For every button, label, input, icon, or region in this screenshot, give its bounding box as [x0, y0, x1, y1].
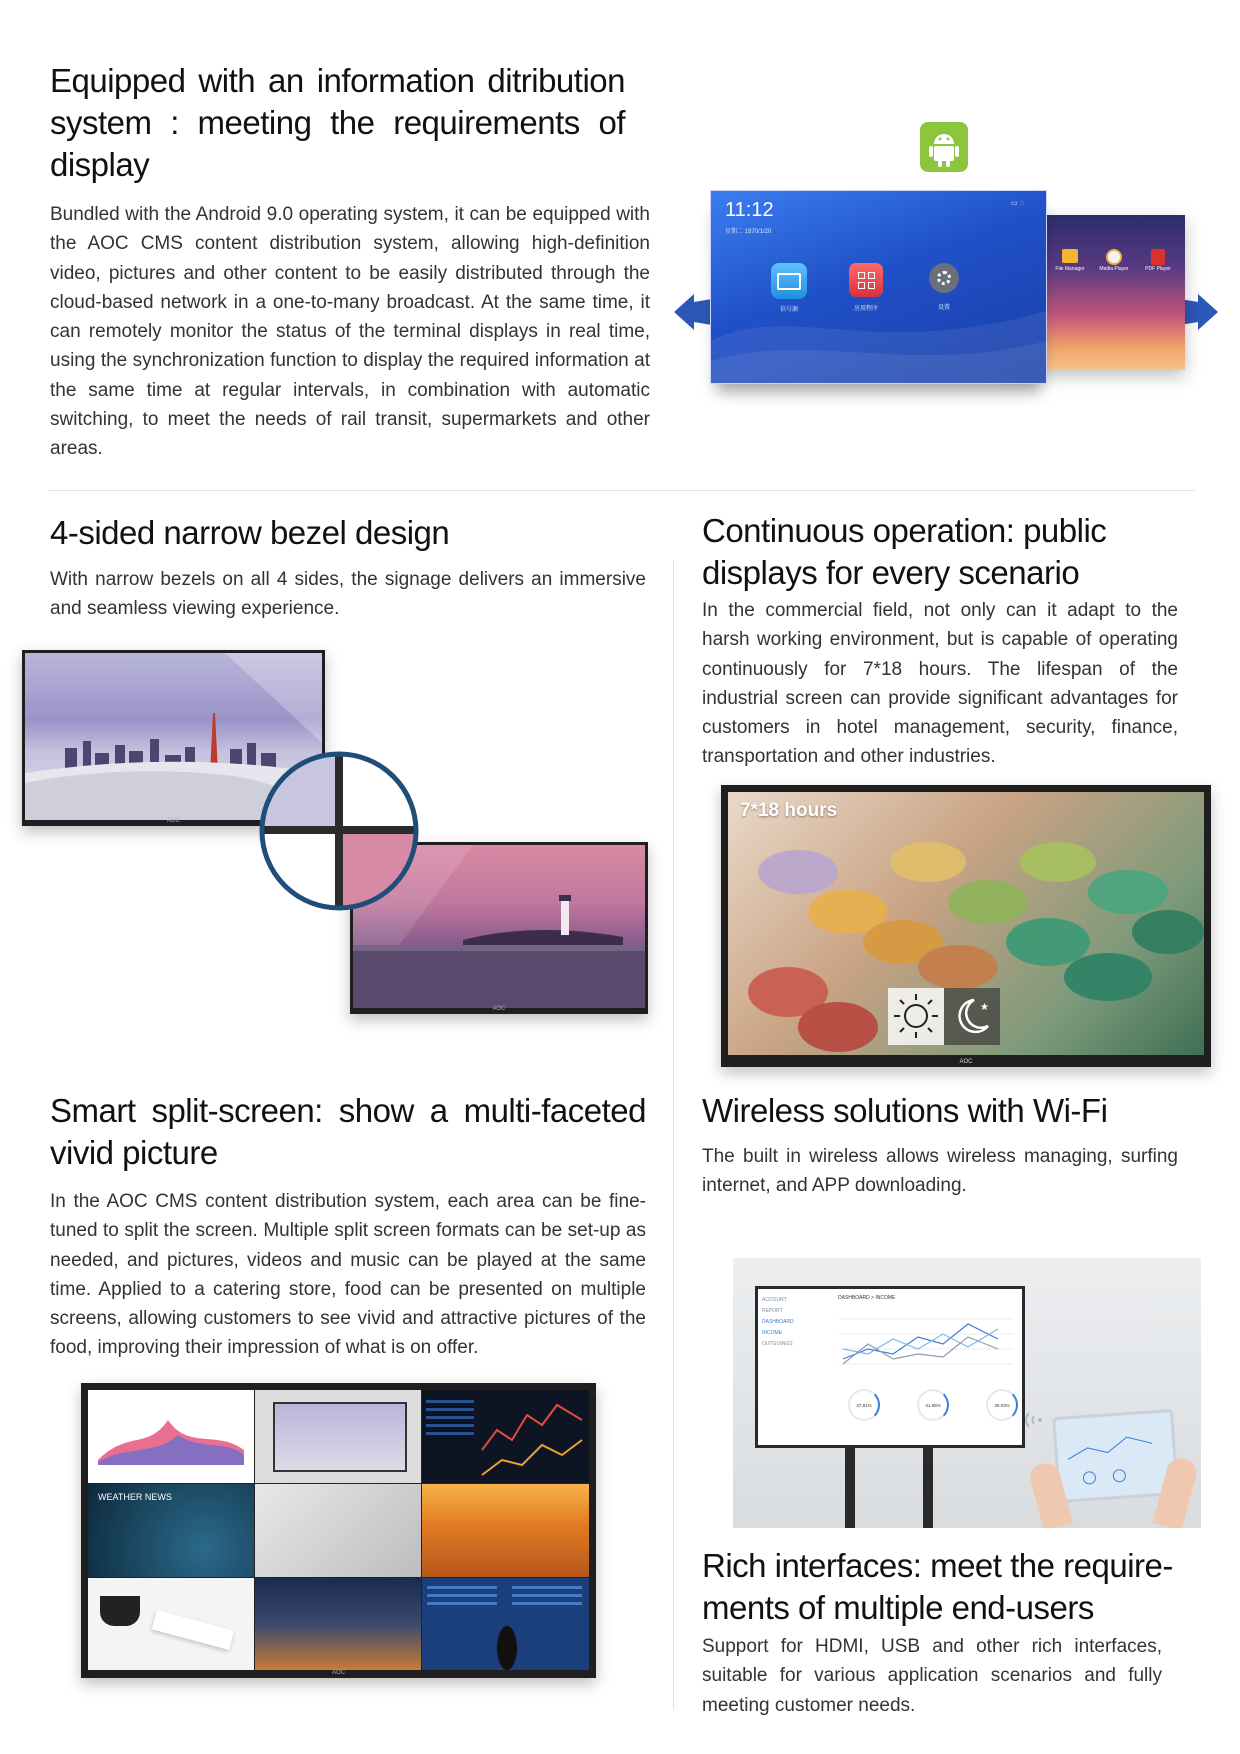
macaron-display — [721, 785, 1211, 1067]
stand-leg-left — [845, 1448, 855, 1528]
svg-text:★: ★ — [980, 1002, 989, 1013]
wireless-body: The built in wireless allows wireless managing, surfing internet, and APP downloading. — [702, 1146, 1178, 1197]
info-body: Bundled with the Android 9.0 operating system, it can be equipped with the AOC CMS content distribution system, allowing high-definition video, pictures and other content to be easily distributed through the cloud-based network in a one-to-many broadcast. At the same time, it can remotely monitor the status of the terminal displays in real time, using the synchronization function to display the required information at the same time at regular intervals, in combination with automatic switching, to meet the needs of rail transit, supermarkets and other areas. — [50, 204, 650, 460]
dashboard-menu — [762, 1295, 817, 1350]
tile-stock-chart — [422, 1390, 589, 1483]
tile-weather-news — [88, 1484, 254, 1577]
split-display — [81, 1383, 596, 1678]
monitor-icon — [771, 263, 807, 299]
status-icons: ▭ ◌ — [1011, 200, 1024, 207]
bezel-brand-2: AOC — [492, 1006, 506, 1012]
tile-city-night — [255, 1578, 421, 1670]
gauge-3: 30.03% — [986, 1389, 1018, 1421]
sun-icon — [888, 988, 944, 1045]
weather-news-label: WEATHER NEWS — [98, 1492, 172, 1502]
column-divider — [673, 560, 674, 1710]
wifi-scene — [733, 1258, 1201, 1528]
gauge-2: 31.86% — [917, 1389, 949, 1421]
menu-income[interactable]: INCOME — [762, 1330, 782, 1336]
bezel-brand-1: AOC — [166, 818, 181, 824]
tile-dashboard — [88, 1390, 254, 1483]
macaron-brand: AOC — [959, 1059, 973, 1065]
back-app-pdf[interactable] — [1143, 249, 1173, 289]
tile-writing — [255, 1484, 421, 1577]
wireless-title: Wireless solutions with Wi-Fi — [702, 1092, 1108, 1129]
back-app-pdf-label: PDF Player — [1145, 266, 1171, 272]
menu-report[interactable]: REPORT — [762, 1308, 783, 1314]
media-icon — [1106, 249, 1122, 265]
menu-dashboard[interactable]: DASHBOARD — [762, 1319, 794, 1325]
split-body: In the AOC CMS content distribution system, each area can be fine-tuned to split the screen. Multiple split screen formats can be set-up as needed, and pictures, videos and music can be played at the same time. Applied to a catering store, food can be presented on multiple screens, allowing customers to see vivid and attractive pictures of the food, improving their impression of what is on offer. — [50, 1191, 646, 1359]
split-brand: AOC — [331, 1670, 346, 1676]
app-signal-source[interactable] — [769, 263, 809, 313]
continuous-title: Continuous operation: public displays for every scenario — [702, 512, 1107, 591]
tile-sunset-field — [422, 1484, 589, 1577]
section-divider — [48, 490, 1195, 491]
app-settings[interactable] — [924, 263, 964, 311]
menu-account[interactable]: ACCOUNT — [762, 1297, 787, 1303]
wifi-icon — [1023, 1403, 1053, 1433]
back-app-file[interactable] — [1055, 249, 1085, 289]
dashboard-gauges — [848, 1389, 1018, 1421]
app-settings-label: 设置 — [937, 305, 950, 311]
continuous-body: In the commercial field, not only can it adapt to the harsh working environment, but is capable of operating continuously for 7*18 hours. The lifespan of the industrial screen can provide significant advantages for customers in hotel management, security, finance, transportation and other industries. — [702, 600, 1178, 768]
tile-macarons — [88, 1578, 254, 1670]
hours-badge: 7*18 hours — [740, 800, 838, 821]
menu-outgoings[interactable]: OUTGOINGS — [762, 1341, 793, 1347]
split-title: Smart split-screen: show a multi-faceted vivid picture — [50, 1092, 646, 1171]
clock-time: 11:12 — [725, 199, 774, 221]
apps-grid-icon — [849, 263, 883, 297]
interfaces-body: Support for HDMI, USB and other rich interfaces, suitable for various application scenarios and fully meeting customer needs. — [702, 1636, 1162, 1716]
back-app-media-label: Media Player — [1099, 266, 1129, 272]
back-app-file-label: File Manager — [1055, 266, 1085, 272]
clock-date: 星期二 1970/1/20 — [725, 229, 772, 235]
app-applications-label: 应用程序 — [853, 306, 878, 312]
back-app-media[interactable] — [1099, 249, 1129, 289]
app-signal-source-label: 信号源 — [779, 307, 798, 313]
folder-icon — [1062, 249, 1078, 263]
info-title: Equipped with an information ditribution system : meeting the requirements of display — [50, 62, 625, 183]
bezel-zoom-ring — [258, 750, 420, 912]
moon-icon — [944, 988, 1000, 1045]
android-icon — [920, 122, 968, 172]
tile-city-display — [255, 1390, 421, 1483]
tablet — [1052, 1409, 1179, 1503]
bezel-title: 4-sided narrow bezel design — [50, 514, 450, 551]
gear-icon — [929, 263, 959, 293]
front-display — [710, 190, 1047, 384]
gauge-1: 37.81% — [848, 1389, 880, 1421]
dashboard-display — [755, 1286, 1025, 1448]
app-applications[interactable] — [846, 263, 886, 312]
pdf-icon — [1151, 249, 1165, 265]
dashboard-header: DASHBOARD > INCOME — [838, 1295, 896, 1301]
bezel-body: With narrow bezels on all 4 sides, the signage delivers an immersive and seamless viewing experience. — [50, 569, 646, 619]
stand-leg-right — [923, 1448, 933, 1528]
interfaces-title: Rich interfaces: meet the require-ments of multiple end-users — [702, 1547, 1173, 1626]
dashboard-line-chart — [838, 1309, 1013, 1379]
tile-airport-board — [422, 1578, 589, 1670]
